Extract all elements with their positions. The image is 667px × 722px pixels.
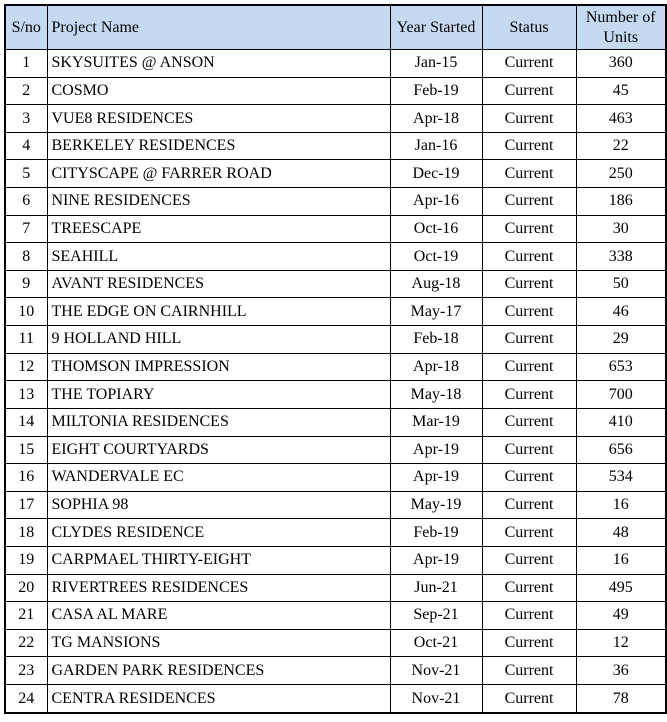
cell-sno: 23 [5,657,47,685]
cell-sno: 16 [5,464,47,492]
table-row [5,160,666,188]
cell-status: Current [482,50,576,78]
cell-units: 700 [576,381,666,409]
cell-units: 22 [576,132,666,160]
table-body [5,50,666,714]
cell-project-name: NINE RESIDENCES [47,188,390,216]
cell-project-name: COSMO [47,77,390,105]
cell-status: Current [482,491,576,519]
cell-sno: 6 [5,188,47,216]
cell-status: Current [482,77,576,105]
header-row [5,5,666,50]
cell-year-started: Dec-19 [390,160,482,188]
cell-project-name: EIGHT COURTYARDS [47,436,390,464]
header-sno: S/no [5,5,47,50]
cell-year-started: Feb-18 [390,326,482,354]
table-row [5,685,666,713]
cell-project-name: TREESCAPE [47,215,390,243]
cell-year-started: Mar-19 [390,408,482,436]
cell-sno: 5 [5,160,47,188]
cell-units: 46 [576,298,666,326]
cell-year-started: Sep-21 [390,602,482,630]
cell-units: 250 [576,160,666,188]
cell-units: 45 [576,77,666,105]
cell-year-started: Oct-19 [390,243,482,271]
table-row [5,50,666,78]
cell-status: Current [482,685,576,713]
cell-sno: 20 [5,574,47,602]
table-row [5,629,666,657]
cell-year-started: Apr-19 [390,436,482,464]
cell-sno: 7 [5,215,47,243]
header-status: Status [482,5,576,50]
cell-year-started: May-17 [390,298,482,326]
table-row [5,408,666,436]
cell-units: 186 [576,188,666,216]
table-row [5,326,666,354]
projects-table [4,4,667,714]
cell-sno: 15 [5,436,47,464]
cell-year-started: Apr-19 [390,464,482,492]
table-row [5,574,666,602]
cell-units: 338 [576,243,666,271]
cell-year-started: Jan-16 [390,132,482,160]
cell-status: Current [482,408,576,436]
cell-project-name: CLYDES RESIDENCE [47,519,390,547]
cell-status: Current [482,326,576,354]
header-number-of-units: Number of Units [576,5,666,50]
table-row [5,270,666,298]
cell-sno: 2 [5,77,47,105]
cell-sno: 3 [5,105,47,133]
cell-project-name: MILTONIA RESIDENCES [47,408,390,436]
table-row [5,105,666,133]
cell-units: 48 [576,519,666,547]
table-row [5,519,666,547]
header-project-name: Project Name [47,5,390,50]
cell-status: Current [482,270,576,298]
cell-units: 463 [576,105,666,133]
cell-status: Current [482,132,576,160]
cell-project-name: THOMSON IMPRESSION [47,353,390,381]
cell-project-name: RIVERTREES RESIDENCES [47,574,390,602]
cell-sno: 24 [5,685,47,713]
cell-year-started: May-18 [390,381,482,409]
cell-project-name: WANDERVALE EC [47,464,390,492]
cell-year-started: Oct-21 [390,629,482,657]
cell-year-started: Apr-18 [390,105,482,133]
cell-year-started: Feb-19 [390,519,482,547]
table-row [5,298,666,326]
table-row [5,546,666,574]
cell-year-started: Apr-19 [390,546,482,574]
cell-project-name: 9 HOLLAND HILL [47,326,390,354]
cell-status: Current [482,188,576,216]
cell-project-name: GARDEN PARK RESIDENCES [47,657,390,685]
cell-project-name: SOPHIA 98 [47,491,390,519]
table-row [5,657,666,685]
cell-status: Current [482,105,576,133]
cell-status: Current [482,546,576,574]
cell-sno: 14 [5,408,47,436]
cell-units: 410 [576,408,666,436]
table-row [5,464,666,492]
table-row [5,188,666,216]
cell-year-started: Nov-21 [390,685,482,713]
cell-status: Current [482,243,576,271]
table-row [5,243,666,271]
cell-year-started: Aug-18 [390,270,482,298]
table-header [5,5,666,50]
cell-units: 12 [576,629,666,657]
cell-status: Current [482,215,576,243]
cell-status: Current [482,353,576,381]
cell-project-name: CENTRA RESIDENCES [47,685,390,713]
cell-project-name: VUE8 RESIDENCES [47,105,390,133]
cell-year-started: Apr-18 [390,353,482,381]
table-row [5,491,666,519]
cell-status: Current [482,298,576,326]
cell-units: 495 [576,574,666,602]
cell-sno: 18 [5,519,47,547]
cell-project-name: THE EDGE ON CAIRNHILL [47,298,390,326]
cell-units: 656 [576,436,666,464]
cell-year-started: Jan-15 [390,50,482,78]
cell-units: 49 [576,602,666,630]
table-row [5,381,666,409]
cell-status: Current [482,160,576,188]
cell-project-name: CITYSCAPE @ FARRER ROAD [47,160,390,188]
cell-status: Current [482,657,576,685]
cell-sno: 1 [5,50,47,78]
cell-project-name: SKYSUITES @ ANSON [47,50,390,78]
cell-sno: 4 [5,132,47,160]
cell-year-started: Feb-19 [390,77,482,105]
table-row [5,132,666,160]
cell-sno: 21 [5,602,47,630]
cell-year-started: Jun-21 [390,574,482,602]
cell-units: 36 [576,657,666,685]
cell-status: Current [482,381,576,409]
cell-units: 360 [576,50,666,78]
table-row [5,215,666,243]
cell-units: 78 [576,685,666,713]
cell-sno: 22 [5,629,47,657]
cell-year-started: Oct-16 [390,215,482,243]
cell-project-name: TG MANSIONS [47,629,390,657]
cell-project-name: AVANT RESIDENCES [47,270,390,298]
cell-status: Current [482,629,576,657]
cell-sno: 9 [5,270,47,298]
cell-sno: 11 [5,326,47,354]
cell-project-name: THE TOPIARY [47,381,390,409]
cell-project-name: CASA AL MARE [47,602,390,630]
cell-status: Current [482,574,576,602]
cell-sno: 19 [5,546,47,574]
cell-year-started: May-19 [390,491,482,519]
cell-project-name: BERKELEY RESIDENCES [47,132,390,160]
cell-sno: 12 [5,353,47,381]
cell-sno: 10 [5,298,47,326]
cell-status: Current [482,519,576,547]
table-row [5,436,666,464]
cell-year-started: Apr-16 [390,188,482,216]
cell-units: 16 [576,491,666,519]
table-row [5,77,666,105]
table-row [5,602,666,630]
cell-project-name: SEAHILL [47,243,390,271]
cell-sno: 17 [5,491,47,519]
cell-status: Current [482,436,576,464]
cell-sno: 8 [5,243,47,271]
cell-status: Current [482,602,576,630]
cell-units: 16 [576,546,666,574]
cell-status: Current [482,464,576,492]
cell-units: 653 [576,353,666,381]
cell-units: 50 [576,270,666,298]
table-row [5,353,666,381]
header-year-started: Year Started [390,5,482,50]
cell-sno: 13 [5,381,47,409]
cell-year-started: Nov-21 [390,657,482,685]
cell-units: 30 [576,215,666,243]
cell-units: 534 [576,464,666,492]
cell-units: 29 [576,326,666,354]
cell-project-name: CARPMAEL THIRTY-EIGHT [47,546,390,574]
